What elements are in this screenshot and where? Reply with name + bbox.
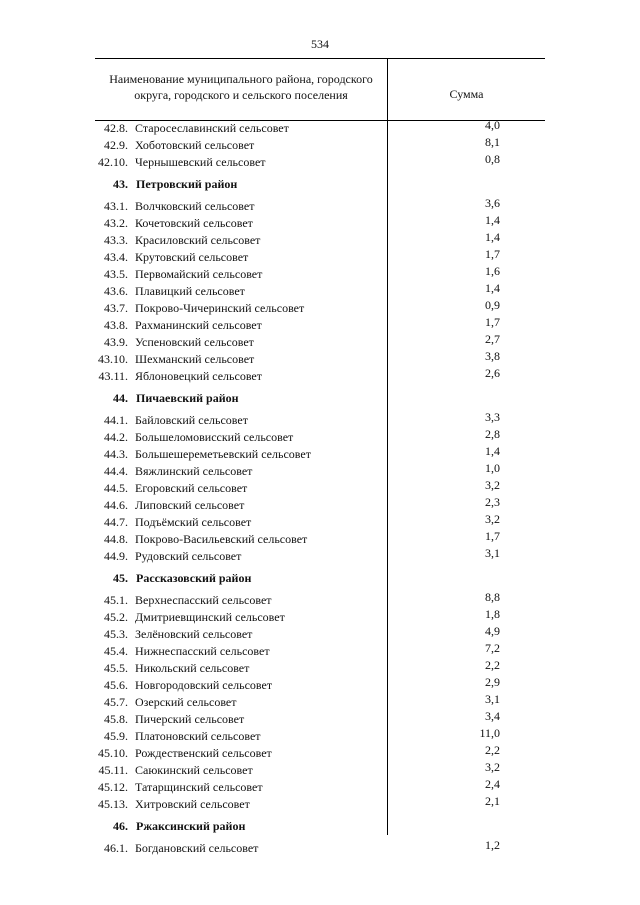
- row-number: 45.7.: [104, 695, 128, 709]
- table-row: [0, 497, 640, 514]
- settlement-name: Липовский сельсовет: [135, 498, 245, 512]
- settlement-name: Хитровский сельсовет: [135, 797, 250, 811]
- row-number: 45.11.: [98, 763, 128, 777]
- row-number: 45.5.: [104, 661, 128, 675]
- table-row: [0, 796, 640, 813]
- row-sum: 11,0: [479, 726, 500, 740]
- table-row: [0, 677, 640, 694]
- row-sum: 0,9: [485, 298, 500, 312]
- table-row: [0, 266, 640, 283]
- page-number: 534: [311, 37, 329, 51]
- row-sum: 1,7: [485, 315, 500, 329]
- row-number: 42.8.: [104, 121, 128, 135]
- settlement-name: Яблоновецкий сельсовет: [135, 369, 262, 383]
- row-number: 44.3.: [104, 447, 128, 461]
- row-number: 44.4.: [104, 464, 128, 478]
- table-row: [0, 120, 640, 137]
- row-number: 43.6.: [104, 284, 128, 298]
- row-sum: 3,8: [485, 349, 500, 363]
- row-sum: 2,1: [485, 794, 500, 808]
- settlement-name: Рудовский сельсовет: [135, 549, 242, 563]
- table-body: [0, 120, 640, 857]
- table-row: [0, 626, 640, 643]
- row-number: 45.13.: [98, 797, 128, 811]
- table-row: [0, 300, 640, 317]
- settlement-name: Егоровский сельсовет: [135, 481, 248, 495]
- row-number: 44.6.: [104, 498, 128, 512]
- row-sum: 0,8: [485, 152, 500, 166]
- settlement-name: Волчковский сельсовет: [135, 199, 255, 213]
- table-row: [0, 429, 640, 446]
- table-row: [0, 728, 640, 745]
- row-sum: 3,2: [485, 478, 500, 492]
- column-header-name: [95, 71, 387, 103]
- settlement-name: Красиловский сельсовет: [135, 233, 261, 247]
- row-sum: 1,4: [485, 281, 500, 295]
- settlement-name: Первомайский сельсовет: [135, 267, 263, 281]
- row-number: 44.8.: [104, 532, 128, 546]
- row-sum: 1,7: [485, 529, 500, 543]
- row-sum: 2,3: [485, 495, 500, 509]
- settlement-name: Чернышевский сельсовет: [135, 155, 266, 169]
- settlement-name: Саюкинский сельсовет: [135, 763, 253, 777]
- row-sum: 8,8: [485, 590, 500, 604]
- row-sum: 1,8: [485, 607, 500, 621]
- district-name: Пичаевский район: [136, 391, 239, 405]
- table-row: [0, 283, 640, 300]
- row-sum: 3,6: [485, 196, 500, 210]
- row-sum: 7,2: [485, 641, 500, 655]
- table-row: [0, 609, 640, 626]
- table-row: [0, 137, 640, 154]
- settlement-name: Верхнеспасский сельсовет: [135, 593, 272, 607]
- district-row: [0, 176, 640, 193]
- row-sum: 2,8: [485, 427, 500, 441]
- district-row: [0, 570, 640, 587]
- district-name: Петровский район: [136, 177, 238, 191]
- row-sum: 1,2: [485, 838, 500, 852]
- row-number: 44.2.: [104, 430, 128, 444]
- row-sum: 3,3: [485, 410, 500, 424]
- row-number: 45.3.: [104, 627, 128, 641]
- row-sum: 2,7: [485, 332, 500, 346]
- row-sum: 3,1: [485, 546, 500, 560]
- table-row: [0, 198, 640, 215]
- row-number: 45.10.: [98, 746, 128, 760]
- table-row: [0, 446, 640, 463]
- row-number: 46.1.: [104, 841, 128, 855]
- row-number: 43.7.: [104, 301, 128, 315]
- row-number: 45.8.: [104, 712, 128, 726]
- table-row: [0, 762, 640, 779]
- table-row: [0, 643, 640, 660]
- table-row: [0, 480, 640, 497]
- row-number: 45.4.: [104, 644, 128, 658]
- district-row: [0, 390, 640, 407]
- settlement-name: Кочетовский сельсовет: [135, 216, 253, 230]
- settlement-name: Подъёмский сельсовет: [135, 515, 252, 529]
- settlement-name: Пичерский сельсовет: [135, 712, 245, 726]
- settlement-name: Новгородовский сельсовет: [135, 678, 273, 692]
- table-row: [0, 660, 640, 677]
- row-number: 43.4.: [104, 250, 128, 264]
- row-sum: 2,6: [485, 366, 500, 380]
- row-sum: 1,7: [485, 247, 500, 261]
- district-name: Рассказовский район: [136, 571, 252, 585]
- table-row: [0, 531, 640, 548]
- district-name: Ржаксинский район: [136, 819, 246, 833]
- row-number: 42.10.: [98, 155, 128, 169]
- row-sum: 1,4: [485, 230, 500, 244]
- row-number: 45.1.: [104, 593, 128, 607]
- row-sum: 2,2: [485, 658, 500, 672]
- row-number: 45.9.: [104, 729, 128, 743]
- row-number: 44.1.: [104, 413, 128, 427]
- table-row: [0, 745, 640, 762]
- table-row: [0, 694, 640, 711]
- table-row: [0, 334, 640, 351]
- row-number: 43.: [113, 177, 128, 191]
- settlement-name: Хоботовский сельсовет: [135, 138, 255, 152]
- table-row: [0, 412, 640, 429]
- column-header-name-line1: Наименование муниципального района, городского: [109, 72, 373, 86]
- table-row: [0, 463, 640, 480]
- row-sum: 2,4: [485, 777, 500, 791]
- settlement-name: Шехманский сельсовет: [135, 352, 255, 366]
- table-row: [0, 711, 640, 728]
- row-number: 43.2.: [104, 216, 128, 230]
- row-sum: 1,6: [485, 264, 500, 278]
- row-number: 46.: [113, 819, 128, 833]
- row-sum: 8,1: [485, 135, 500, 149]
- table-row: [0, 249, 640, 266]
- table-row: [0, 154, 640, 171]
- row-sum: 1,4: [485, 444, 500, 458]
- table-row: [0, 779, 640, 796]
- row-number: 45.6.: [104, 678, 128, 692]
- table-row: [0, 317, 640, 334]
- row-number: 43.11.: [98, 369, 128, 383]
- row-sum: 2,9: [485, 675, 500, 689]
- column-header-sum: Сумма: [449, 87, 484, 101]
- settlement-name: Нижнеспасский сельсовет: [135, 644, 270, 658]
- row-sum: 2,2: [485, 743, 500, 757]
- column-header-name-line2: округа, городского и сельского поселения: [134, 88, 348, 102]
- row-number: 42.9.: [104, 138, 128, 152]
- row-number: 44.9.: [104, 549, 128, 563]
- table-row: [0, 840, 640, 857]
- settlement-name: Крутовский сельсовет: [135, 250, 249, 264]
- row-number: 45.2.: [104, 610, 128, 624]
- row-sum: 3,1: [485, 692, 500, 706]
- district-row: [0, 818, 640, 835]
- row-sum: 3,4: [485, 709, 500, 723]
- table-row: [0, 351, 640, 368]
- settlement-name: Дмитриевщинский сельсовет: [135, 610, 285, 624]
- settlement-name: Вяжлинский сельсовет: [135, 464, 253, 478]
- table-row: [0, 232, 640, 249]
- row-number: 43.5.: [104, 267, 128, 281]
- row-sum: 3,2: [485, 512, 500, 526]
- row-number: 43.3.: [104, 233, 128, 247]
- table-header: [95, 58, 545, 121]
- table-row: [0, 215, 640, 232]
- settlement-name: Никольский сельсовет: [135, 661, 250, 675]
- row-number: 43.10.: [98, 352, 128, 366]
- settlement-name: Покрово-Васильевский сельсовет: [135, 532, 308, 546]
- row-number: 45.12.: [98, 780, 128, 794]
- settlement-name: Большеломовисский сельсовет: [135, 430, 294, 444]
- table-row: [0, 514, 640, 531]
- row-sum: 1,4: [485, 213, 500, 227]
- row-sum: 4,0: [485, 118, 500, 132]
- settlement-name: Плавицкий сельсовет: [135, 284, 245, 298]
- row-number: 43.1.: [104, 199, 128, 213]
- settlement-name: Покрово-Чичеринский сельсовет: [135, 301, 305, 315]
- table-row: [0, 368, 640, 385]
- settlement-name: Большешереметьевский сельсовет: [135, 447, 311, 461]
- table-row: [0, 548, 640, 565]
- row-number: 43.8.: [104, 318, 128, 332]
- row-number: 45.: [113, 571, 128, 585]
- row-sum: 1,0: [485, 461, 500, 475]
- settlement-name: Рахманинский сельсовет: [135, 318, 262, 332]
- row-number: 43.9.: [104, 335, 128, 349]
- settlement-name: Байловский сельсовет: [135, 413, 248, 427]
- settlement-name: Старосеславинский сельсовет: [135, 121, 289, 135]
- row-sum: 4,9: [485, 624, 500, 638]
- row-number: 44.7.: [104, 515, 128, 529]
- settlement-name: Зелёновский сельсовет: [135, 627, 253, 641]
- settlement-name: Озерский сельсовет: [135, 695, 237, 709]
- settlement-name: Платоновский сельсовет: [135, 729, 261, 743]
- row-number: 44.5.: [104, 481, 128, 495]
- settlement-name: Богдановский сельсовет: [135, 841, 259, 855]
- row-number: 44.: [113, 391, 128, 405]
- settlement-name: Успеновский сельсовет: [135, 335, 254, 349]
- row-sum: 3,2: [485, 760, 500, 774]
- table-row: [0, 592, 640, 609]
- settlement-name: Рождественский сельсовет: [135, 746, 272, 760]
- settlement-name: Татарщинский сельсовет: [135, 780, 263, 794]
